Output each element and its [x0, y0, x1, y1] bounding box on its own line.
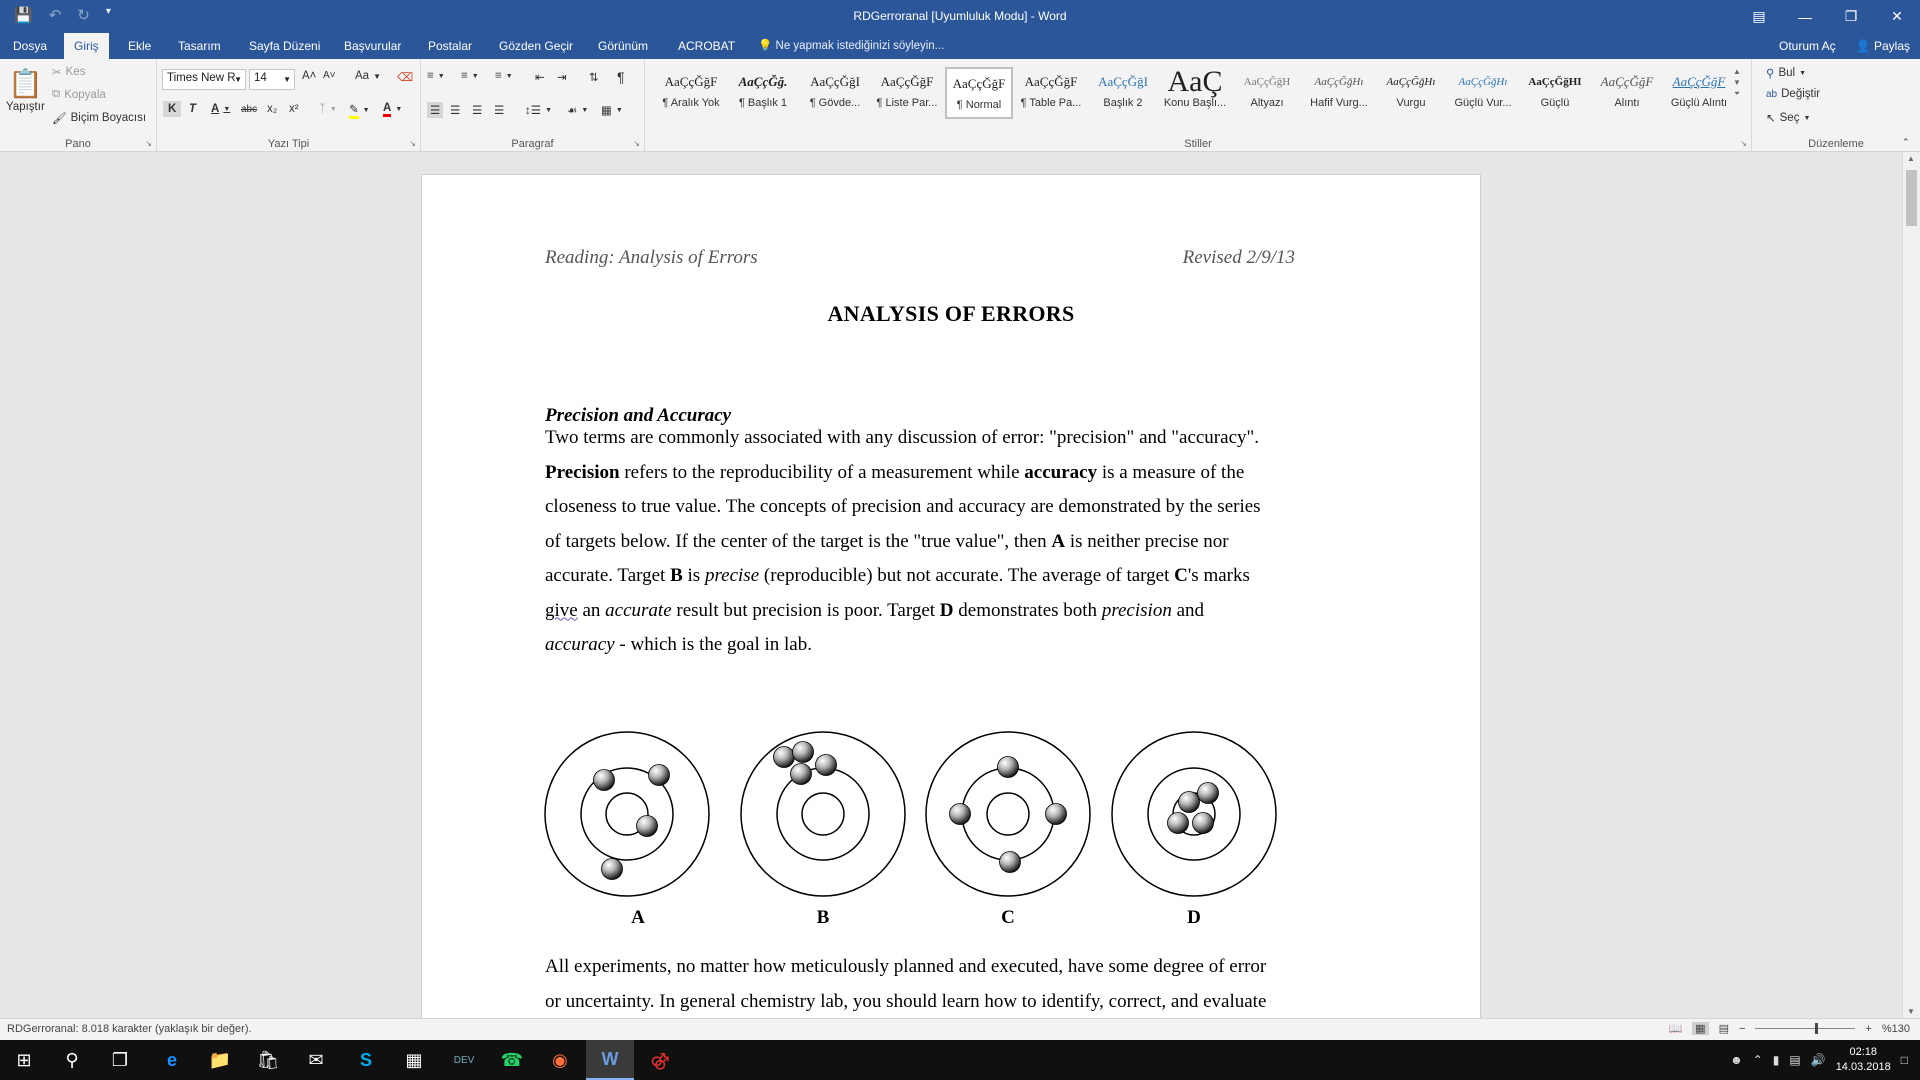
tell-me-box[interactable]	[758, 33, 944, 59]
read-mode-icon[interactable]: 📖	[1668, 1023, 1683, 1035]
target-c	[926, 732, 1090, 896]
replace-label: Değiştir	[1781, 88, 1821, 100]
style-name: Başlık 2	[1103, 97, 1143, 109]
style-name: ¶ Table Pa...	[1020, 97, 1082, 109]
style-8[interactable]	[1233, 67, 1301, 119]
style-preview: AaÇçĞğHı	[1386, 76, 1436, 88]
style-5[interactable]	[1017, 67, 1085, 119]
task-view-icon[interactable]: ❐	[111, 1049, 129, 1070]
search-icon[interactable]: ⚲	[65, 1049, 79, 1070]
font-size-combo[interactable]	[249, 69, 295, 90]
spelling-squiggle: give	[545, 599, 578, 621]
network-icon[interactable]: ▤	[1789, 1053, 1801, 1067]
style-preview: AaÇçĞğ.	[738, 74, 788, 89]
para-line: Two terms are commonly associated with any discussion of error: "precision" and "accuracy".	[545, 427, 1260, 448]
style-name: ¶ Gövde...	[809, 97, 861, 109]
style-preview: AaÇçĞğF	[1600, 74, 1654, 89]
file-explorer-icon[interactable]: 📁	[208, 1049, 232, 1070]
chevron-down-icon: ▼	[362, 107, 370, 114]
style-name: ¶ Başlık 1	[738, 97, 788, 109]
subscript-button[interactable]	[267, 103, 277, 115]
mark	[950, 804, 971, 825]
format-painter-button[interactable]	[52, 111, 146, 125]
mark	[816, 755, 837, 776]
chevron-down-icon: ▼	[1799, 69, 1806, 77]
style-name: Alıntı	[1614, 97, 1640, 109]
volume-icon[interactable]: 🔊	[1810, 1053, 1826, 1067]
taskbar	[0, 1040, 1920, 1080]
style-name: ¶ Normal	[956, 99, 1002, 111]
word-count[interactable]: RDGerroranal: 8.018 karakter (yaklaşık bir değer).	[7, 1023, 252, 1035]
undo-icon[interactable]: ↶	[48, 7, 62, 24]
share-button[interactable]	[1846, 33, 1920, 59]
style-preview: AaÇçĞğF	[1024, 74, 1078, 89]
shading-button[interactable]	[567, 103, 588, 117]
scroll-down-icon[interactable]: ▼	[1733, 78, 1741, 87]
line-spacing-icon: ↕☰	[525, 105, 542, 117]
select-label: Seç	[1779, 112, 1800, 124]
people-icon[interactable]: ☻	[1730, 1053, 1743, 1067]
clock-date: 14.03.2018	[1835, 1061, 1891, 1073]
document-area[interactable]	[0, 152, 1902, 1018]
minimize-icon[interactable]: —	[1798, 8, 1812, 25]
window-title: RDGerroranal [Uyumluluk Modu] - Word	[853, 9, 1067, 23]
copy-icon: ⧉	[52, 88, 61, 100]
skype-icon[interactable]: S	[359, 1049, 372, 1070]
underline-label: A	[211, 103, 220, 115]
paragraph-precision-accuracy	[545, 421, 1375, 663]
style-preview: AaÇçĞğHı	[1314, 76, 1364, 88]
tab-giris[interactable]: Giriş	[64, 33, 109, 59]
style-9[interactable]	[1305, 67, 1373, 119]
mark	[1179, 792, 1200, 813]
group-font	[157, 59, 421, 152]
find-button[interactable]	[1766, 66, 1806, 80]
eraser-icon: ⌫	[397, 72, 414, 84]
subscript-label: x₂	[267, 103, 278, 115]
para-line: closeness to true value. The concepts of precision and accuracy are demonstrated by the series	[545, 496, 1261, 517]
target-label-d: D	[1187, 907, 1201, 928]
chevron-down-icon: ▼	[329, 105, 337, 113]
pilcrow-icon: ¶	[617, 69, 625, 85]
zoom-level[interactable]: %130	[1881, 1022, 1910, 1035]
underline-button[interactable]	[211, 103, 230, 115]
multilevel-list-button[interactable]	[495, 70, 513, 82]
scroll-down-icon[interactable]: ▼	[1907, 1007, 1915, 1016]
target-b	[741, 732, 905, 896]
paste-button[interactable]	[6, 67, 45, 113]
chevron-down-icon: ▼	[234, 75, 242, 84]
style-3[interactable]	[873, 67, 941, 119]
person-icon: 👤	[1855, 39, 1871, 53]
style-name: Hafif Vurg...	[1310, 97, 1368, 109]
target-label-a: A	[631, 907, 645, 928]
style-preview: AaÇ	[1167, 65, 1223, 98]
start-icon[interactable]: ⊞	[16, 1049, 32, 1070]
mark	[1046, 804, 1067, 825]
group-editing	[1752, 59, 1920, 152]
document-title: ANALYSIS OF ERRORS	[827, 301, 1075, 326]
select-button[interactable]	[1766, 111, 1810, 125]
style-name: Güçlü	[1540, 97, 1570, 109]
cut-label: Kes	[65, 66, 86, 78]
zoom-in-icon[interactable]: +	[1865, 1022, 1872, 1035]
align-center-button[interactable]	[450, 103, 460, 117]
para-line: accurate. Target B is precise (reproducible) but not accurate. The average of target C's marks	[545, 565, 1250, 586]
paintbrush-icon: 🖌	[52, 113, 67, 125]
chevron-down-icon: ▼	[471, 72, 479, 80]
tab-gorunum[interactable]: Görünüm	[598, 39, 649, 53]
increase-indent-button[interactable]	[557, 70, 567, 84]
style-preview: AaÇçĞğI	[810, 74, 860, 89]
strikethrough-label: abc	[241, 104, 258, 115]
word-icon[interactable]: W	[586, 1040, 634, 1080]
style-name: ¶ Aralık Yok	[662, 97, 720, 109]
style-name: ¶ Liste Par...	[876, 97, 938, 109]
scissors-icon: ✂	[52, 67, 62, 79]
scroll-up-icon[interactable]: ▲	[1907, 154, 1915, 163]
ribbon-display-options-icon[interactable]: ▤	[1752, 8, 1766, 24]
style-preview: AaÇçĞğI	[1098, 74, 1148, 89]
redo-icon[interactable]: ↻	[77, 7, 90, 24]
save-icon[interactable]: 💾	[14, 7, 33, 24]
para-line: give an accurate result but precision is poor. Target D demonstrates both precision and	[545, 599, 1205, 621]
clear-formatting-button[interactable]	[397, 70, 413, 84]
font-family-combo[interactable]	[162, 69, 246, 90]
font-color-icon: A	[383, 102, 391, 117]
style-10[interactable]	[1377, 67, 1445, 119]
replace-button[interactable]	[1766, 88, 1820, 100]
font-group-label: Yazı Tipi	[267, 138, 310, 150]
chevron-down-icon: ▼	[581, 106, 589, 114]
group-styles	[645, 59, 1752, 152]
italic-label: T	[189, 103, 197, 115]
style-preview: AaÇçĞğHI	[1528, 76, 1582, 88]
zoom-slider[interactable]	[1755, 1028, 1855, 1029]
chevron-down-icon: ▼	[283, 75, 291, 84]
mail-icon[interactable]: ✉	[308, 1049, 324, 1070]
restore-icon[interactable]: ❐	[1844, 8, 1858, 24]
magnifier-icon: ⚲	[1766, 68, 1775, 80]
mark	[791, 764, 812, 785]
chevron-down-icon: ▼	[505, 72, 513, 80]
whatsapp-icon[interactable]: ☎	[500, 1049, 524, 1070]
paragraph-group-label: Paragraf	[511, 138, 554, 150]
target-d	[1112, 732, 1276, 896]
mark	[594, 770, 615, 791]
target-label-c: C	[1001, 907, 1015, 928]
devc-icon[interactable]: DEV	[453, 1054, 475, 1066]
shrink-font-icon: A˅	[323, 70, 336, 81]
chevron-down-icon: ▼	[373, 71, 381, 81]
text-effects-button[interactable]	[319, 103, 337, 115]
para-line: Precision refers to the reproducibility of a measurement while accuracy is a measure of the	[545, 461, 1245, 483]
style-preview: AaÇçĞğHı	[1458, 76, 1508, 88]
align-center-icon: ☰	[450, 105, 461, 117]
change-case-button[interactable]	[355, 70, 381, 82]
zoom-slider-thumb[interactable]	[1815, 1023, 1818, 1034]
firefox-icon[interactable]: ◉	[552, 1049, 568, 1070]
mark	[602, 859, 623, 880]
group-clipboard	[0, 59, 157, 152]
decrease-indent-icon: ⇤	[535, 72, 545, 84]
cursor-icon: ↖	[1766, 113, 1776, 125]
ribbon-tabs	[0, 33, 1920, 59]
tab-acrobat[interactable]: ACROBAT	[678, 39, 736, 53]
find-label: Bul	[1778, 67, 1796, 79]
format-painter-label: Biçim Boyacısı	[70, 112, 147, 124]
bold-button[interactable]	[163, 101, 181, 117]
font-color-button[interactable]	[383, 102, 402, 117]
mark	[637, 816, 658, 837]
multilevel-list-icon: ≡	[495, 70, 502, 82]
para-line: All experiments, no matter how meticulously planned and executed, have some degree of error	[545, 956, 1267, 977]
customize-qat-icon[interactable]: ▾	[105, 6, 111, 17]
shrink-font-button[interactable]	[323, 70, 336, 81]
chevron-down-icon: ▼	[395, 106, 403, 113]
mark	[649, 765, 670, 786]
close-icon[interactable]: ✕	[1891, 8, 1903, 24]
vertical-scrollbar[interactable]	[1902, 152, 1920, 1018]
cut-button[interactable]	[52, 65, 85, 79]
web-layout-icon[interactable]: ▤	[1718, 1023, 1729, 1035]
section-heading: Precision and Accuracy	[545, 405, 732, 426]
decrease-indent-button[interactable]	[535, 70, 545, 84]
align-left-icon: ☰	[430, 105, 441, 117]
bullets-icon: ≡	[427, 70, 434, 82]
sign-in-link[interactable]: Oturum Aç	[1778, 39, 1836, 53]
align-left-button[interactable]	[427, 102, 443, 118]
line-spacing-button[interactable]	[525, 103, 552, 117]
header-left: Reading: Analysis of Errors	[545, 247, 758, 268]
style-name: Altyazı	[1250, 97, 1284, 109]
tab-dosya[interactable]: Dosya	[13, 39, 48, 53]
copy-button[interactable]	[52, 88, 106, 101]
para-line: or uncertainty. In general chemistry lab, you should learn how to identify, correct, and evaluate	[545, 990, 1267, 1012]
tab-gozden-gecir[interactable]: Gözden Geçir	[499, 39, 574, 53]
style-name: Konu Başlı...	[1163, 97, 1227, 109]
style-name: Vurgu	[1396, 97, 1426, 109]
group-paragraph	[421, 59, 645, 152]
align-right-icon: ☰	[472, 105, 483, 117]
share-label: Paylaş	[1873, 39, 1910, 53]
system-tray	[1730, 1040, 1920, 1080]
bullets-button[interactable]	[427, 70, 445, 82]
lightbulb-icon: 💡	[758, 40, 773, 52]
italic-button[interactable]	[189, 103, 196, 115]
superscript-button[interactable]	[289, 103, 299, 115]
targets-figure	[544, 712, 1294, 922]
chevron-down-icon: ▼	[615, 106, 623, 114]
bold-label: K	[168, 103, 177, 115]
status-bar	[0, 1018, 1920, 1040]
tab-sayfa-duzeni[interactable]: Sayfa Düzeni	[249, 39, 321, 53]
more-styles-icon[interactable]: ⏷	[1733, 89, 1741, 98]
style-11[interactable]	[1449, 67, 1517, 119]
numbering-button[interactable]	[461, 70, 479, 82]
superscript-label: x²	[289, 103, 299, 115]
style-name: Güçlü Alıntı	[1670, 97, 1728, 109]
style-2[interactable]	[801, 67, 869, 119]
target-label-b: B	[816, 907, 830, 928]
editing-group-label: Düzenleme	[1808, 138, 1864, 150]
clipboard-launcher-icon[interactable]: ↘	[145, 139, 152, 148]
styles-launcher-icon[interactable]: ↘	[1740, 139, 1747, 148]
style-preview: AaÇçĞğF	[1672, 74, 1726, 89]
clipboard-icon: 📋	[7, 68, 43, 99]
style-preview: AaÇçĞğH	[1243, 76, 1291, 88]
strikethrough-button[interactable]	[241, 104, 257, 115]
sort-icon: ⇅	[589, 72, 599, 84]
grow-font-button[interactable]	[302, 70, 316, 82]
para-line: accuracy - which is the goal in lab.	[545, 634, 812, 655]
notifications-icon[interactable]: □	[1900, 1053, 1908, 1067]
tab-tasarim[interactable]: Tasarım	[178, 39, 221, 53]
styles-group-label: Stiller	[1184, 138, 1212, 150]
chevron-down-icon: ▼	[1803, 114, 1811, 122]
collapse-ribbon-icon[interactable]: ⌃	[1902, 137, 1910, 147]
align-right-button[interactable]	[472, 103, 482, 117]
style-0[interactable]	[657, 67, 725, 119]
calculator-icon[interactable]: ▦	[405, 1049, 423, 1070]
zoom-out-icon[interactable]: −	[1738, 1022, 1746, 1035]
justify-button[interactable]	[494, 103, 504, 117]
style-6[interactable]	[1089, 67, 1157, 119]
change-case-label: Aa	[355, 70, 370, 82]
styles-scroll[interactable]	[1733, 67, 1741, 99]
clock[interactable]	[1836, 1045, 1891, 1075]
edge-icon[interactable]: e	[166, 1049, 177, 1070]
mark	[998, 757, 1019, 778]
scroll-up-icon[interactable]: ▲	[1733, 67, 1741, 76]
chevron-down-icon: ▼	[223, 105, 231, 113]
document-page[interactable]	[421, 174, 1481, 1074]
style-7[interactable]	[1161, 67, 1229, 119]
header-right: Revised 2/9/13	[1182, 247, 1295, 268]
print-layout-icon[interactable]: ▦	[1692, 1022, 1708, 1035]
target-a	[545, 732, 709, 896]
style-13[interactable]	[1593, 67, 1661, 119]
style-name: Güçlü Vur...	[1454, 97, 1512, 109]
mark	[1193, 813, 1214, 834]
mark	[793, 742, 814, 763]
font-size-value: 14	[254, 72, 267, 84]
sort-button[interactable]	[589, 70, 599, 84]
battery-icon[interactable]: ▮	[1772, 1053, 1780, 1067]
chevron-down-icon: ▼	[437, 72, 445, 80]
increase-indent-icon: ⇥	[557, 72, 567, 84]
paragraph-launcher-icon[interactable]: ↘	[633, 139, 640, 148]
ribbon	[0, 59, 1920, 152]
style-preview: AaÇçĞğF	[664, 74, 718, 89]
tab-basvurular[interactable]: Başvurular	[344, 39, 402, 53]
clipboard-group-label: Pano	[65, 138, 91, 150]
grow-font-icon: A˄	[302, 70, 317, 82]
numbering-icon: ≡	[461, 70, 468, 82]
style-preview: AaÇçĞğF	[952, 76, 1006, 91]
scrollbar-thumb[interactable]	[1906, 170, 1917, 226]
para-line: of targets below. If the center of the target is the "true value", then A is neither precise nor	[545, 530, 1229, 552]
replace-icon: ab	[1766, 88, 1778, 100]
font-family-value: Times New R	[167, 72, 236, 84]
copy-label: Kopyala	[64, 88, 106, 101]
chevron-up-icon[interactable]: ⌃	[1752, 1053, 1763, 1067]
borders-icon: ▦	[601, 105, 612, 117]
acrobat-icon[interactable]: ⚣	[650, 1049, 670, 1070]
mark	[1198, 783, 1219, 804]
highlighter-icon: ✎	[349, 102, 359, 119]
chevron-down-icon: ▼	[545, 106, 552, 114]
mark	[774, 747, 795, 768]
style-12[interactable]	[1521, 67, 1589, 119]
text-effects-icon: ᛉ	[319, 103, 326, 115]
style-1[interactable]	[729, 67, 797, 119]
clock-time: 02:18	[1849, 1046, 1877, 1058]
quick-access-toolbar	[14, 6, 111, 24]
highlight-button[interactable]	[349, 102, 370, 119]
style-14[interactable]	[1665, 67, 1733, 119]
tell-me-text: Ne yapmak istediğinizi söyleyin...	[775, 40, 945, 52]
paste-label: Yapıştır	[6, 101, 45, 113]
mark	[1000, 852, 1021, 873]
style-4[interactable]	[945, 67, 1013, 119]
title-bar	[0, 0, 1920, 33]
store-icon[interactable]: 🛍	[256, 1049, 280, 1070]
show-formatting-button[interactable]	[617, 69, 625, 85]
tab-ekle[interactable]: Ekle	[128, 39, 152, 53]
borders-button[interactable]	[601, 103, 623, 117]
style-preview: AaÇçĞğF	[880, 74, 934, 89]
tab-postalar[interactable]: Postalar	[428, 39, 473, 53]
mark	[1168, 813, 1189, 834]
paint-bucket-icon: ☙	[567, 105, 578, 117]
font-launcher-icon[interactable]: ↘	[409, 139, 416, 148]
justify-icon: ☰	[494, 105, 505, 117]
